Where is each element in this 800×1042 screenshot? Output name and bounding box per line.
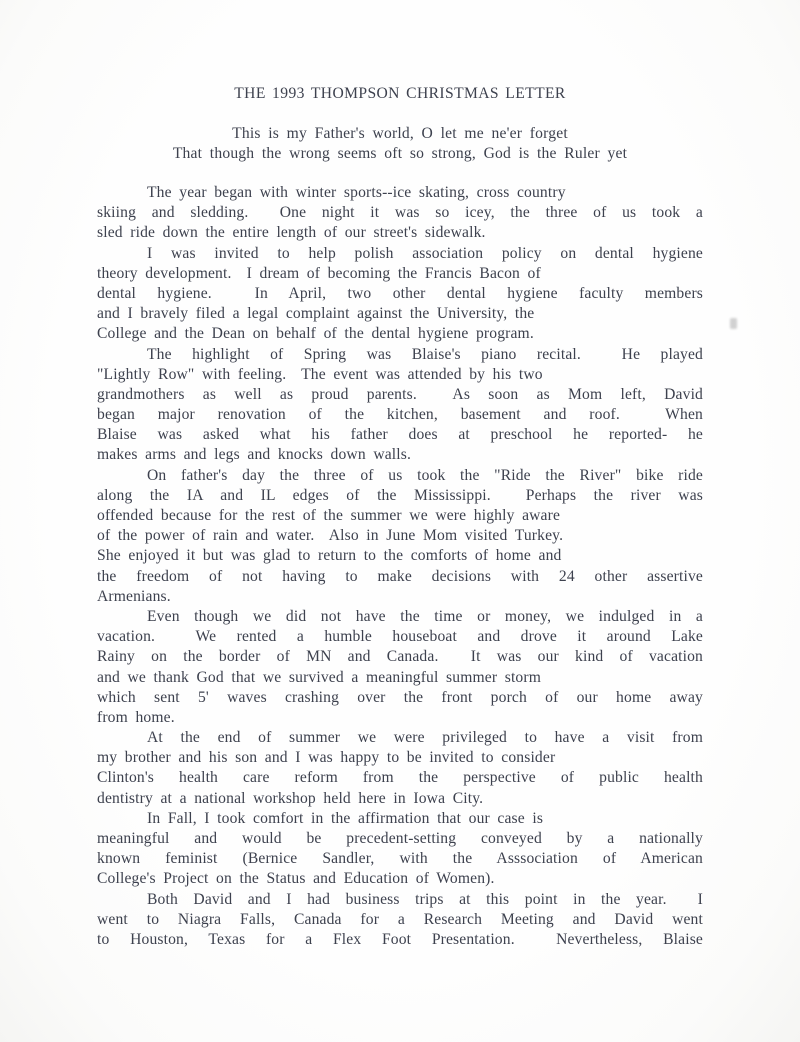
letter-line: which sent 5' waves crashing over the front porch of our home away <box>97 688 703 706</box>
letter-line: grandmothers as well as proud parents. As soon as Mom left, David <box>97 385 703 403</box>
letter-line: to Houston, Texas for a Flex Foot Presentation. Nevertheless, Blaise <box>97 930 703 948</box>
epigraph <box>0 124 800 165</box>
letter-body <box>97 183 703 950</box>
letter-line: began major renovation of the kitchen, basement and roof. When <box>97 406 703 424</box>
letter-title: THE 1993 THOMPSON CHRISTMAS LETTER <box>234 85 566 102</box>
letter-line: makes arms and legs and knocks down walls. <box>97 446 412 464</box>
letter-line: vacation. We rented a humble houseboat and drove it around Lake <box>97 628 703 646</box>
letter-line: College's Project on the Status and Education of Women). <box>97 870 495 888</box>
epigraph-line-2: That though the wrong seems oft so strong, God is the Ruler yet <box>172 145 628 163</box>
letter-line: known feminist (Bernice Sandler, with the Asssociation of American <box>97 850 703 868</box>
letter-line: On father's day the three of us took the "Ride the River" bike ride <box>147 466 703 484</box>
letter-line: and I bravely filed a legal complaint against the University, the <box>97 305 535 323</box>
letter-line: the freedom of not having to make decisions with 24 other assertive <box>97 567 703 585</box>
letter-line: At the end of summer we were privileged to have a visit from <box>147 729 703 747</box>
letter-line: I was invited to help polish association policy on dental hygiene <box>147 244 703 262</box>
letter-line: Blaise was asked what his father does at preschool he reported- he <box>97 426 703 444</box>
letter-line: Clinton's health care reform from the perspective of public health <box>97 769 703 787</box>
letter-line: College and the Dean on behalf of the dental hygiene program. <box>97 325 534 343</box>
letter-line: The highlight of Spring was Blaise's piano recital. He played <box>147 345 703 363</box>
letter-line: theory development. I dream of becoming the Francis Bacon of <box>97 264 541 282</box>
letter-line: and we thank God that we survived a meaningful summer storm <box>97 668 541 686</box>
letter-line: Both David and I had business trips at this point in the year. I <box>147 890 703 908</box>
letter-line: In Fall, I took comfort in the affirmation that our case is <box>147 809 544 827</box>
letter-line: went to Niagra Falls, Canada for a Research Meeting and David went <box>97 910 703 928</box>
letter-line: sled ride down the entire length of our street's sidewalk. <box>97 224 486 242</box>
letter-line: offended because for the rest of the summer we were highly aware <box>97 507 561 524</box>
letter-line: Even though we did not have the time or money, we indulged in a <box>147 607 703 625</box>
letter-line: "Lightly Row" with feeling. The event was attended by his two <box>97 365 543 383</box>
letter-line: dental hygiene. In April, two other dental hygiene faculty members <box>97 284 703 302</box>
epigraph-line-1: This is my Father's world, O let me ne'er forget <box>232 125 568 142</box>
scan-smudge-artifact <box>730 318 737 329</box>
letter-line: skiing and sledding. One night it was so icey, the three of us took a <box>97 204 703 222</box>
letter-line: meaningful and would be precedent-setting conveyed by a nationally <box>97 830 703 847</box>
letter-line: of the power of rain and water. Also in June Mom visited Turkey. <box>97 527 564 545</box>
letter-line: Armenians. <box>97 587 171 605</box>
letter-line: my brother and his son and I was happy to be invited to consider <box>97 749 556 767</box>
letter-line: from home. <box>97 708 175 726</box>
letter-line: along the IA and IL edges of the Mississippi. Perhaps the river was <box>97 486 703 504</box>
letter-line: She enjoyed it but was glad to return to the comforts of home and <box>97 547 562 565</box>
letter-line: dentistry at a national workshop held here in Iowa City. <box>97 789 484 807</box>
letter-line: Rainy on the border of MN and Canada. It was our kind of vacation <box>97 648 703 666</box>
letter-line: The year began with winter sports--ice skating, cross country <box>147 184 566 201</box>
